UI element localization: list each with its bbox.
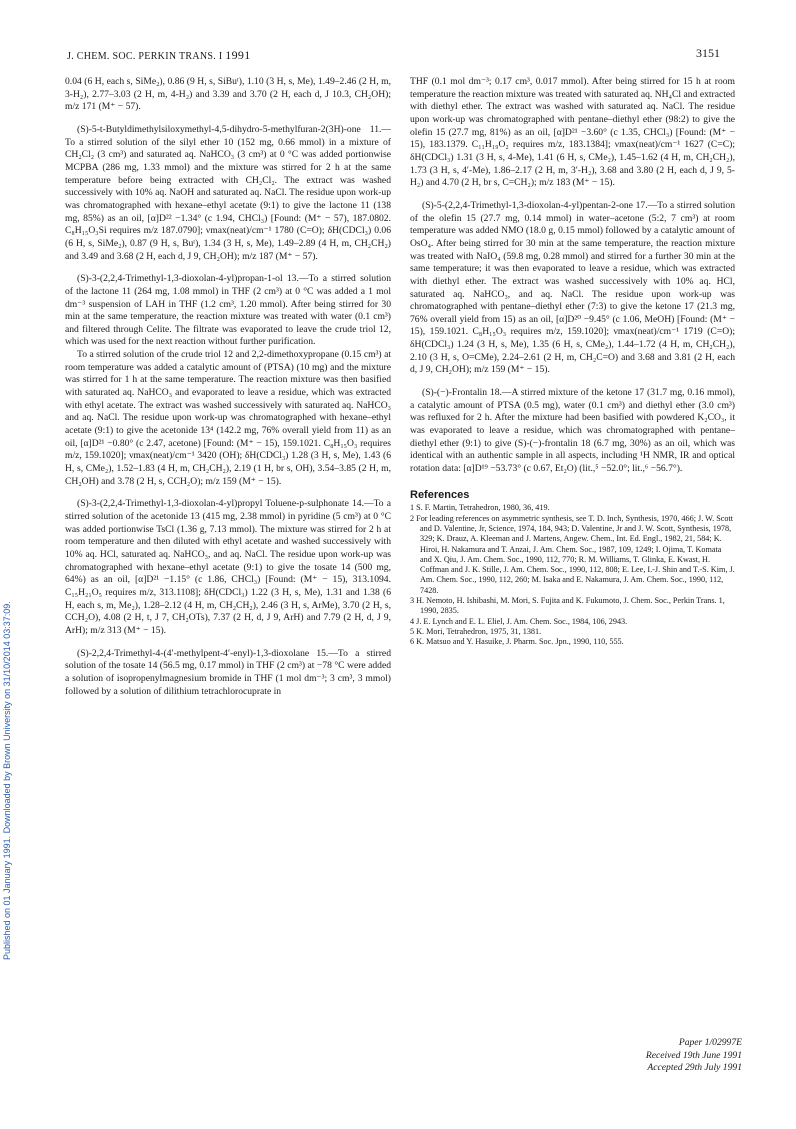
paragraph: (S)-5-t-Butyldimethylsiloxymethyl-4,5-dihydro-5-methylfuran-2(3H)-one 11.—To a stirred solution of the silyl ether 10 (152 mg, 0.66 mmol) in a mixture of CH₂Cl₂ (3 cm³) and saturated aq. NaHCO₃ (3 cm³) at 0 °C was added portionwise MCPBA (286 mg, 1.33 mmol) and the mixture was stirred for 2 h at the same temperature before being extracted with CH₂Cl₂. The extract was washed successively with 10% aq. NaOH and saturated aq. NaCl. The residue upon work-up was chromatographed with hexane–ethyl acetate (9:1) to give the lactone 11 (138 mg, 85%) as an oil, [α]D²² −1.34° (c 1.94, CHCl₃) [Found: (M⁺ − 57), 187.0802. C₈H₁₅O₃Si requires m/z 187.0790]; νmax(neat)/cm⁻¹ 1780 (C=O); δH(CDCl₃) 0.06 (6 H, s, SiMe₂), 0.87 (9 H, s, Buᵗ), 1.34 (3 H, s, Me), 1.49–2.89 (4 H, m, CH₂CH₂) and 3.49 and 3.68 (2 H, each d, J 9, CH₂OH); m/z 187 (M⁺ − 57).: [65, 123, 391, 262]
right-column: [410, 76, 735, 648]
reference-item: 1 S. F. Martin, Tetrahedron, 1980, 36, 419.: [410, 503, 550, 513]
paper-id: Paper 1/02997E: [678, 1037, 742, 1048]
journal-name: J. CHEM. SOC. PERKIN TRANS. I: [67, 51, 223, 62]
journal-year: 1991: [225, 48, 251, 62]
references-heading: References: [410, 488, 470, 501]
received-date: Received 19th June 1991: [645, 1049, 742, 1061]
reference-item: 6 K. Matsuo and Y. Hasuike, J. Pharm. Soc. Jpn., 1990, 110, 555.: [410, 637, 624, 647]
reference-item: 2 For leading references on asymmetric synthesis, see T. D. Inch, Synthesis, 1970, 466; J. W. Scott and D. Valentine, Jr, Science, 1974, 184, 943; D. Valentine, Jr and J. W. Scott, Synthesis, 1978, 329; K. Drauz, A. Kleeman and J. Martens, Angew. Chem., Int. Ed. Engl., 1982, 21, 584; K. Hiroi, H. Nakamura and T. Anzai, J. Am. Chem. Soc., 1987, 109, 1249; I. Ojima, T. Komata and X. Qiu, J. Am. Chem. Soc., 1990, 112, 770; R. M. Williams, T. Glinka, E. Kwast, H. Coffman and J. K. Stille, J. Am. Chem. Soc., 1990, 112, 808; E. Lee, I.-J. Shin and T.-S. Kim, J. Am. Chem. Soc., 1990, 112, 260; M. Isaka and E. Nakamura, J. Am. Chem. Soc., 1990, 112, 7428.: [410, 513, 735, 595]
paper-info: [604, 1037, 742, 1075]
running-header: [67, 48, 251, 63]
paragraph: THF (0.1 mol dm⁻³; 0.17 cm³, 0.017 mmol). After being stirred for 15 h at room temperature the reaction mixture was treated with saturated aq. NH₄Cl and extracted with diethyl ether. The extract was washed with saturated aq. NaCl. The residue upon work-up was chromatographed with pentane–diethyl ether (98:2) to give the olefin 15 (27.7 mg, 81%) as an oil, [α]D²¹ −3.60° (c 1.35, CHCl₃) [Found: (M⁺ − 15), 183.1379. C₁₁H₁₉O₂ requires m/z, 183.1384]; νmax(neat)/cm⁻¹ 1627 (C=C); δH(CDCl₃) 1.31 (3 H, s, 4-Me), 1.41 (6 H, s, CMe₂), 1.45–1.62 (4 H, m, CH₂CH₂), 1.73 (3 H, s, 4′-Me), 1.86–2.17 (2 H, m, 3′-H₂), 3.68 and 3.80 (2 H, each d, J 9, 5-H₂) and 4.70 (2 H, br s, C=CH₂); m/z 183 (M⁺ − 15).: [410, 76, 735, 189]
paragraph: To a stirred solution of the crude triol 12 and 2,2-dimethoxypropane (0.15 cm³) at room temperature was added a catalytic amount of (PTSA) (10 mg) and the mixture was stirred for 1 h at the same temperature. The reaction mixture was then basified with saturated aq. NaHCO₃ and evaporated to leave a residue, which was extracted with ethyl acetate. The extract was washed successively with saturated aq. NaHCO₃ and aq. NaCl. The residue upon work-up was chromatographed with hexane–ethyl acetate (9:1) to give the acetonide 13⁴ (142.2 mg, 76% overall yield from 11) as an oil, [α]D²¹ −0.80° (c 2.47, acetone) [Found: (M⁺ − 15), 159.1021. C₈H₁₅O₃ requires m/z, 159.1020]; νmax(neat)/cm⁻¹ 3420 (OH); δH(CDCl₃) 1.28 (3 H, s, Me), 1.43 (6 H, s, CMe₂), 1.52–1.83 (4 H, m, CH₂CH₂), 2.19 (1 H, br s, OH), 3.54–3.85 (2 H, m, CH₂OH) and 3.78 (2 H, s, CCH₂O); m/z 159 (M⁺ − 15).: [65, 349, 391, 487]
paragraph: (S)-3-(2,2,4-Trimethyl-1,3-dioxolan-4-yl)propan-1-ol 13.—To a stirred solution of the lactone 11 (264 mg, 1.08 mmol) in THF (2 cm³) at 0 °C was added a 1 mol dm⁻³ suspension of LAH in THF (1.2 cm³, 1.20 mmol). After being stirred for 30 min at the same temperature, the reaction mixture was treated with water (0.1 cm³) and filtered through Celite. The filtrate was evaporated to leave the crude triol 12, which was used for the next reaction without further purification.: [65, 273, 391, 348]
left-column: [65, 76, 391, 698]
paragraph: (S)-2,2,4-Trimethyl-4-(4′-methylpent-4′-enyl)-1,3-dioxolane 15.—To a stirred solution of the tosate 14 (56.5 mg, 0.17 mmol) in THF (2 cm³) at −78 °C were added a solution of isopropenylmagnesium bromide in THF (1 mol dm⁻³; 3 cm³, 3 mmol) followed by a solution of dilithium tetrachlorocuprate in: [65, 647, 391, 697]
paragraph: (S)-(−)-Frontalin 18.—A stirred mixture of the ketone 17 (31.7 mg, 0.16 mmol), a catalytic amount of PTSA (0.5 mg), water (0.1 cm³) and diethyl ether (3.0 cm³) was refluxed for 2 h. After the mixture had been basified with powdered K₂CO₃, it was evaporated to leave a residue, which was chromatographed with pentane–diethyl ether (9:1) to give (S)-(−)-frontalin 18 (6.7 mg, 30%) as an oil, which was identical with an authentic sample in all aspects, including ¹H NMR, IR and optical rotation data: [α]D¹⁹ −53.73° (c 0.67, Et₂O) (lit.,⁵ −52.0°; lit.,⁶ −56.7°).: [410, 387, 735, 475]
paragraph: (S)-3-(2,2,4-Trimethyl-1,3-dioxolan-4-yl)propyl Toluene-p-sulphonate 14.—To a stirred solution of the acetonide 13 (415 mg, 2.38 mmol) in pyridine (5 cm³) at 0 °C was added portionwise TsCl (1.36 g, 7.13 mmol). The mixture was stirred for 2 h at room temperature and then diluted with ethyl acetate and washed successively with 10% aq. HCl, saturated aq. NaHCO₃, and aq. NaCl. The residue upon work-up was chromatographed with hexane–ethyl acetate (9:1) to give the tosate 14 (500 mg, 64%) as an oil, [α]D²¹ −1.15° (c 1.86, CHCl₃) [Found: (M⁺ − 15), 313.1094. C₁₅H₂₁O₅ requires m/z, 313.1108]; δH(CDCl₃) 1.22 (3 H, s, Me), 1.31 and 1.38 (6 H, each s, m, Me₂), 1.28–2.12 (4 H, m, CH₂CH₂), 2.46 (3 H, s, ArMe), 3.70 (2 H, s, CCH₂O), 4.08 (2 H, t, J 7, CH₂OTs), 7.37 (2 H, d, J 9, ArH) and 7.79 (2 H, d, J 9, ArH); m/z 313 (M⁺ − 15).: [65, 498, 391, 636]
reference-item: 4 J. E. Lynch and E. L. Eliel, J. Am. Chem. Soc., 1984, 106, 2943.: [410, 616, 628, 626]
paragraph: (S)-5-(2,2,4-Trimethyl-1,3-dioxolan-4-yl)pentan-2-one 17.—To a stirred solution of the olefin 15 (27.7 mg, 0.14 mmol) in water–acetone (5:2, 7 cm³) at room temperature was added NMO (18.0 g, 0.15 mmol) followed by a catalytic amount of OsO₄. After being stirred for 30 min at the same temperature, the reaction mixture was treated with NaIO₄ (59.8 mg, 0.28 mmol) and stirred for a further 30 min at the same temperature; it was then evaporated to leave a residue, which was extracted with diethyl ether. The extract was washed successively with 10% aq. HCl, saturated aq. NaHCO₃, and aq. NaCl. The residue upon work-up was chromatographed with pentane–diethyl ether (7:3) to give the ketone 17 (21.3 mg, 76% overall yield from 15) as an oil, [α]D²⁰ −9.45° (c 1.06, MeOH) [Found: (M⁺ − 15), 159.1021. C₈H₁₅O₃ requires m/z, 159.1020]; νmax(neat)/cm⁻¹ 1719 (C=O); δH(CDCl₃) 1.24 (3 H, s, Me), 1.35 (6 H, s, CMe₂), 1.44–1.72 (4 H, m, CH₂CH₂), 2.10 (3 H, s, O=CMe), 2.24–2.61 (2 H, m, CH₂C=O) and 3.68 and 3.81 (2 H, each d, J 9, CH₂OH); m/z 159 (M⁺ − 15).: [410, 199, 735, 376]
download-watermark: Published on 01 January 1991. Downloaded by Brown University on 31/10/2014 03:37:09.: [2, 601, 12, 960]
page-number: 3151: [696, 46, 720, 60]
paragraph: 0.04 (6 H, each s, SiMe₂), 0.86 (9 H, s, SiBuᵗ), 1.10 (3 H, s, Me), 1.49–2.46 (2 H, m, 3-H₂), 2.77–3.03 (2 H, m, 4-H₂) and 3.39 and 3.70 (2 H, each d, J 10.3, CH₂OH); m/z 171 (M⁺ − 57).: [65, 76, 391, 113]
reference-item: 5 K. Mori, Tetrahedron, 1975, 31, 1381.: [410, 626, 542, 636]
reference-item: 3 H. Nemoto, H. Ishibashi, M. Mori, S. Fujita and K. Fukumoto, J. Chem. Soc., Perkin Trans. 1, 1990, 2835.: [410, 596, 725, 616]
accepted-date: Accepted 29th July 1991: [647, 1062, 742, 1074]
